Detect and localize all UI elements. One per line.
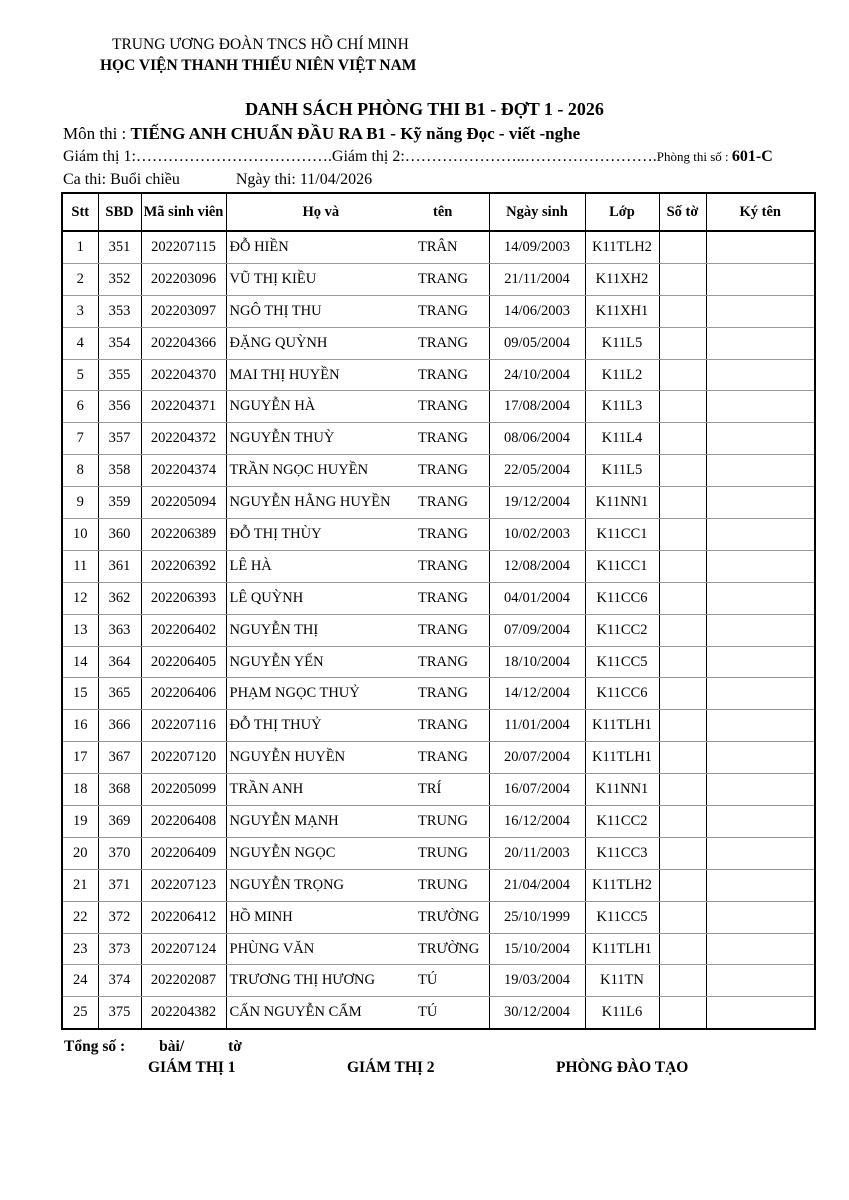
cell-stt: 22 (62, 901, 98, 933)
cell-surname: PHẠM NGỌC THUỶ (226, 678, 418, 710)
cell-dob: 24/10/2004 (489, 359, 585, 391)
cell-surname: HỒ MINH (226, 901, 418, 933)
cell-sheets[interactable] (659, 933, 706, 965)
cell-signature[interactable] (706, 646, 815, 678)
cell-student-id: 202204370 (141, 359, 226, 391)
cell-stt: 15 (62, 678, 98, 710)
document-title: DANH SÁCH PHÒNG THI B1 - ĐỢT 1 - 2026 (245, 99, 604, 119)
cell-stt: 19 (62, 806, 98, 838)
cell-sbd: 368 (98, 774, 141, 806)
cell-class: K11XH1 (585, 295, 659, 327)
cell-student-id: 202206389 (141, 519, 226, 551)
table-row (62, 933, 815, 965)
cell-given-name: TRANG (418, 455, 489, 487)
cell-sbd: 364 (98, 646, 141, 678)
cell-sheets[interactable] (659, 965, 706, 997)
header-given-name: tên (418, 193, 489, 231)
signatory-proctor-1: GIÁM THỊ 1 (148, 1059, 236, 1076)
table-row (62, 997, 815, 1029)
cell-sbd: 373 (98, 933, 141, 965)
table-row (62, 391, 815, 423)
cell-surname: NGUYỄN THỊ (226, 614, 418, 646)
cell-given-name: TÚ (418, 965, 489, 997)
cell-given-name: TRANG (418, 391, 489, 423)
cell-dob: 15/10/2004 (489, 933, 585, 965)
cell-student-id: 202206412 (141, 901, 226, 933)
session-line (63, 171, 372, 189)
cell-class: K11L6 (585, 997, 659, 1029)
cell-given-name: TRƯỜNG (418, 933, 489, 965)
cell-stt: 21 (62, 869, 98, 901)
cell-dob: 04/01/2004 (489, 582, 585, 614)
cell-surname: ĐỖ HIỀN (226, 231, 418, 263)
cell-student-id: 202204371 (141, 391, 226, 423)
cell-dob: 14/06/2003 (489, 295, 585, 327)
table-row (62, 423, 815, 455)
cell-sbd: 357 (98, 423, 141, 455)
cell-sheets[interactable] (659, 455, 706, 487)
cell-sbd: 359 (98, 487, 141, 519)
cell-dob: 12/08/2004 (489, 550, 585, 582)
cell-class: K11CC1 (585, 519, 659, 551)
cell-given-name: TRÍ (418, 774, 489, 806)
cell-signature[interactable] (706, 806, 815, 838)
table-row (62, 550, 815, 582)
cell-surname: NGUYỄN THUỲ (226, 423, 418, 455)
table-body (62, 231, 815, 1029)
cell-dob: 18/10/2004 (489, 646, 585, 678)
room-label: Phòng thi số : (656, 149, 732, 164)
cell-stt: 20 (62, 837, 98, 869)
cell-dob: 20/11/2003 (489, 837, 585, 869)
cell-dob: 11/01/2004 (489, 710, 585, 742)
cell-sbd: 363 (98, 614, 141, 646)
cell-sbd: 375 (98, 997, 141, 1029)
cell-surname: ĐỖ THỊ THÙY (226, 519, 418, 551)
table-row (62, 869, 815, 901)
cell-dob: 17/08/2004 (489, 391, 585, 423)
cell-dob: 19/12/2004 (489, 487, 585, 519)
cell-sheets[interactable] (659, 359, 706, 391)
cell-dob: 21/11/2004 (489, 263, 585, 295)
cell-stt: 17 (62, 742, 98, 774)
cell-sbd: 352 (98, 263, 141, 295)
cell-signature[interactable] (706, 933, 815, 965)
cell-class: K11TLH2 (585, 869, 659, 901)
cell-sheets[interactable] (659, 550, 706, 582)
cell-signature[interactable] (706, 997, 815, 1029)
subject-value: TIẾNG ANH CHUẨN ĐẦU RA B1 - Kỹ năng Đọc - viết -nghe (130, 124, 581, 143)
cell-dob: 21/04/2004 (489, 869, 585, 901)
cell-signature[interactable] (706, 678, 815, 710)
cell-sbd: 353 (98, 295, 141, 327)
table-row (62, 359, 815, 391)
cell-surname: LÊ HÀ (226, 550, 418, 582)
cell-stt: 7 (62, 423, 98, 455)
cell-sbd: 362 (98, 582, 141, 614)
cell-given-name: TRƯỜNG (418, 901, 489, 933)
cell-sheets[interactable] (659, 646, 706, 678)
cell-class: K11CC6 (585, 582, 659, 614)
cell-surname: NGUYỄN HUYỀN (226, 742, 418, 774)
cell-surname: NGUYỄN HẰNG HUYỀN (226, 487, 418, 519)
table-row (62, 295, 815, 327)
cell-sheets[interactable] (659, 295, 706, 327)
cell-class: K11TLH1 (585, 933, 659, 965)
table-row (62, 710, 815, 742)
table-row (62, 519, 815, 551)
cell-signature[interactable] (706, 965, 815, 997)
session-label: Ca thi: Buổi chiều (63, 171, 180, 188)
cell-stt: 5 (62, 359, 98, 391)
subject-line (63, 124, 580, 144)
cell-signature[interactable] (706, 710, 815, 742)
cell-dob: 14/09/2003 (489, 231, 585, 263)
cell-surname: NGUYỄN MẠNH (226, 806, 418, 838)
cell-stt: 14 (62, 646, 98, 678)
cell-given-name: TRANG (418, 487, 489, 519)
cell-student-id: 202207120 (141, 742, 226, 774)
cell-class: K11L5 (585, 455, 659, 487)
cell-surname: LÊ QUỲNH (226, 582, 418, 614)
cell-surname: TRƯƠNG THỊ HƯƠNG (226, 965, 418, 997)
cell-stt: 11 (62, 550, 98, 582)
header-signature: Ký tên (706, 193, 815, 231)
cell-student-id: 202205099 (141, 774, 226, 806)
cell-sheets[interactable] (659, 614, 706, 646)
cell-student-id: 202206406 (141, 678, 226, 710)
cell-sheets[interactable] (659, 742, 706, 774)
cell-sbd: 372 (98, 901, 141, 933)
header-sheets: Số tờ (659, 193, 706, 231)
cell-sheets[interactable] (659, 678, 706, 710)
cell-dob: 16/07/2004 (489, 774, 585, 806)
table-row (62, 614, 815, 646)
cell-given-name: TRANG (418, 678, 489, 710)
cell-sheets[interactable] (659, 774, 706, 806)
cell-stt: 6 (62, 391, 98, 423)
cell-stt: 4 (62, 327, 98, 359)
cell-sheets[interactable] (659, 519, 706, 551)
cell-stt: 18 (62, 774, 98, 806)
cell-signature[interactable] (706, 519, 815, 551)
cell-sheets[interactable] (659, 327, 706, 359)
cell-student-id: 202203097 (141, 295, 226, 327)
cell-surname: NGUYỄN TRỌNG (226, 869, 418, 901)
table-row (62, 678, 815, 710)
table-row (62, 742, 815, 774)
total-line (64, 1038, 242, 1056)
header-stt: Stt (62, 193, 98, 231)
cell-class: K11XH2 (585, 263, 659, 295)
cell-class: K11NN1 (585, 487, 659, 519)
cell-surname: PHÙNG VĂN (226, 933, 418, 965)
cell-dob: 22/05/2004 (489, 455, 585, 487)
cell-sheets[interactable] (659, 837, 706, 869)
cell-class: K11L3 (585, 391, 659, 423)
cell-stt: 1 (62, 231, 98, 263)
cell-dob: 30/12/2004 (489, 997, 585, 1029)
table-row (62, 327, 815, 359)
table-row (62, 231, 815, 263)
cell-student-id: 202206405 (141, 646, 226, 678)
table-row (62, 965, 815, 997)
cell-student-id: 202203096 (141, 263, 226, 295)
cell-stt: 3 (62, 295, 98, 327)
signatory-training-office: PHÒNG ĐÀO TẠO (556, 1059, 689, 1076)
table-header-row (62, 193, 815, 231)
cell-given-name: TRANG (418, 519, 489, 551)
cell-stt: 25 (62, 997, 98, 1029)
header-surname: Họ và (226, 193, 418, 231)
cell-student-id: 202204374 (141, 455, 226, 487)
cell-sbd: 367 (98, 742, 141, 774)
cell-sheets[interactable] (659, 263, 706, 295)
organization-name: TRUNG ƯƠNG ĐOÀN TNCS HỒ CHÍ MINH (112, 36, 409, 53)
cell-sbd: 358 (98, 455, 141, 487)
cell-class: K11L4 (585, 423, 659, 455)
cell-sheets[interactable] (659, 391, 706, 423)
cell-stt: 16 (62, 710, 98, 742)
cell-signature[interactable] (706, 550, 815, 582)
cell-stt: 13 (62, 614, 98, 646)
header-student-id: Mã sinh viên (141, 193, 226, 231)
cell-sbd: 370 (98, 837, 141, 869)
cell-signature[interactable] (706, 901, 815, 933)
cell-given-name: TRANG (418, 295, 489, 327)
cell-student-id: 202205094 (141, 487, 226, 519)
cell-sheets[interactable] (659, 582, 706, 614)
cell-surname: NGUYỄN NGỌC (226, 837, 418, 869)
cell-sheets[interactable] (659, 806, 706, 838)
cell-class: K11CC5 (585, 901, 659, 933)
cell-signature[interactable] (706, 423, 815, 455)
cell-sheets[interactable] (659, 487, 706, 519)
cell-given-name: TRANG (418, 582, 489, 614)
cell-student-id: 202204382 (141, 997, 226, 1029)
cell-student-id: 202207124 (141, 933, 226, 965)
cell-given-name: TRANG (418, 263, 489, 295)
cell-sheets[interactable] (659, 997, 706, 1029)
table-row (62, 455, 815, 487)
cell-sbd: 369 (98, 806, 141, 838)
cell-class: K11CC1 (585, 550, 659, 582)
cell-signature[interactable] (706, 582, 815, 614)
cell-sbd: 365 (98, 678, 141, 710)
proctor1-field: Giám thị 1:………………………………. (63, 148, 332, 165)
cell-class: K11CC6 (585, 678, 659, 710)
cell-sbd: 361 (98, 550, 141, 582)
cell-student-id: 202206393 (141, 582, 226, 614)
cell-stt: 12 (62, 582, 98, 614)
cell-surname: CẤN NGUYỄN CẨM (226, 997, 418, 1029)
cell-surname: NGÔ THỊ THU (226, 295, 418, 327)
exam-roster-table (61, 192, 816, 1030)
cell-given-name: TRANG (418, 646, 489, 678)
cell-student-id: 202207116 (141, 710, 226, 742)
cell-given-name: TRANG (418, 550, 489, 582)
cell-sbd: 351 (98, 231, 141, 263)
cell-given-name: TRANG (418, 327, 489, 359)
cell-stt: 9 (62, 487, 98, 519)
cell-signature[interactable] (706, 231, 815, 263)
cell-dob: 08/06/2004 (489, 423, 585, 455)
exam-date: Ngày thi: 11/04/2026 (235, 171, 373, 188)
cell-stt: 24 (62, 965, 98, 997)
cell-given-name: TRANG (418, 614, 489, 646)
cell-signature[interactable] (706, 455, 815, 487)
cell-sheets[interactable] (659, 869, 706, 901)
header-dob: Ngày sinh (489, 193, 585, 231)
cell-sheets[interactable] (659, 710, 706, 742)
cell-given-name: TÚ (418, 997, 489, 1029)
table-row (62, 806, 815, 838)
cell-surname: VŨ THỊ KIỀU (226, 263, 418, 295)
cell-stt: 10 (62, 519, 98, 551)
cell-sheets[interactable] (659, 423, 706, 455)
cell-signature[interactable] (706, 869, 815, 901)
cell-signature[interactable] (706, 263, 815, 295)
cell-student-id: 202206392 (141, 550, 226, 582)
cell-signature[interactable] (706, 359, 815, 391)
cell-given-name: TRUNG (418, 806, 489, 838)
cell-signature[interactable] (706, 295, 815, 327)
cell-student-id: 202206409 (141, 837, 226, 869)
cell-signature[interactable] (706, 391, 815, 423)
cell-dob: 09/05/2004 (489, 327, 585, 359)
cell-student-id: 202207115 (141, 231, 226, 263)
cell-sbd: 354 (98, 327, 141, 359)
table-row (62, 837, 815, 869)
institution-name: HỌC VIỆN THANH THIẾU NIÊN VIỆT NAM (100, 57, 417, 74)
cell-class: K11L5 (585, 327, 659, 359)
cell-class: K11CC2 (585, 614, 659, 646)
cell-signature[interactable] (706, 774, 815, 806)
table-row (62, 582, 815, 614)
total-label: Tổng số : (64, 1038, 126, 1055)
cell-class: K11CC5 (585, 646, 659, 678)
cell-sbd: 374 (98, 965, 141, 997)
cell-signature[interactable] (706, 837, 815, 869)
cell-signature[interactable] (706, 614, 815, 646)
cell-class: K11NN1 (585, 774, 659, 806)
subject-label: Môn thi : (63, 124, 131, 143)
cell-class: K11CC2 (585, 806, 659, 838)
table-row (62, 774, 815, 806)
cell-sbd: 355 (98, 359, 141, 391)
cell-surname: NGUYỄN HÀ (226, 391, 418, 423)
cell-dob: 16/12/2004 (489, 806, 585, 838)
sheets-total-label: tờ (228, 1038, 242, 1055)
room-number: 601-C (731, 148, 773, 165)
table-row (62, 487, 815, 519)
cell-sbd: 360 (98, 519, 141, 551)
cell-stt: 2 (62, 263, 98, 295)
cell-sbd: 366 (98, 710, 141, 742)
cell-dob: 25/10/1999 (489, 901, 585, 933)
cell-surname: NGUYỄN YẾN (226, 646, 418, 678)
cell-stt: 8 (62, 455, 98, 487)
cell-signature[interactable] (706, 327, 815, 359)
cell-student-id: 202202087 (141, 965, 226, 997)
cell-dob: 19/03/2004 (489, 965, 585, 997)
cell-student-id: 202204366 (141, 327, 226, 359)
cell-given-name: TRUNG (418, 837, 489, 869)
header-sbd: SBD (98, 193, 141, 231)
papers-label: bài/ (159, 1038, 185, 1055)
cell-surname: TRẦN ANH (226, 774, 418, 806)
cell-sbd: 356 (98, 391, 141, 423)
cell-given-name: TRANG (418, 710, 489, 742)
cell-given-name: TRÂN (418, 231, 489, 263)
cell-student-id: 202206402 (141, 614, 226, 646)
cell-signature[interactable] (706, 742, 815, 774)
cell-class: K11CC3 (585, 837, 659, 869)
cell-sheets[interactable] (659, 901, 706, 933)
cell-given-name: TRUNG (418, 869, 489, 901)
table-row (62, 646, 815, 678)
table-row (62, 263, 815, 295)
cell-student-id: 202204372 (141, 423, 226, 455)
cell-given-name: TRANG (418, 742, 489, 774)
cell-surname: TRẦN NGỌC HUYỀN (226, 455, 418, 487)
cell-class: K11TN (585, 965, 659, 997)
cell-stt: 23 (62, 933, 98, 965)
cell-surname: MAI THỊ HUYỀN (226, 359, 418, 391)
cell-class: K11L2 (585, 359, 659, 391)
cell-student-id: 202206408 (141, 806, 226, 838)
cell-dob: 10/02/2003 (489, 519, 585, 551)
header-class: Lớp (585, 193, 659, 231)
signatory-proctor-2: GIÁM THỊ 2 (347, 1059, 435, 1076)
cell-class: K11TLH1 (585, 710, 659, 742)
cell-class: K11TLH2 (585, 231, 659, 263)
cell-class: K11TLH1 (585, 742, 659, 774)
cell-sbd: 371 (98, 869, 141, 901)
cell-surname: ĐỖ THỊ THUỶ (226, 710, 418, 742)
cell-dob: 20/07/2004 (489, 742, 585, 774)
proctors-line (63, 148, 773, 166)
cell-dob: 14/12/2004 (489, 678, 585, 710)
cell-dob: 07/09/2004 (489, 614, 585, 646)
proctor2-field: Giám thị 2:…………………..……………………. (331, 148, 657, 165)
table-row (62, 901, 815, 933)
cell-given-name: TRANG (418, 359, 489, 391)
cell-student-id: 202207123 (141, 869, 226, 901)
cell-given-name: TRANG (418, 423, 489, 455)
cell-surname: ĐẶNG QUỲNH (226, 327, 418, 359)
cell-signature[interactable] (706, 487, 815, 519)
cell-sheets[interactable] (659, 231, 706, 263)
